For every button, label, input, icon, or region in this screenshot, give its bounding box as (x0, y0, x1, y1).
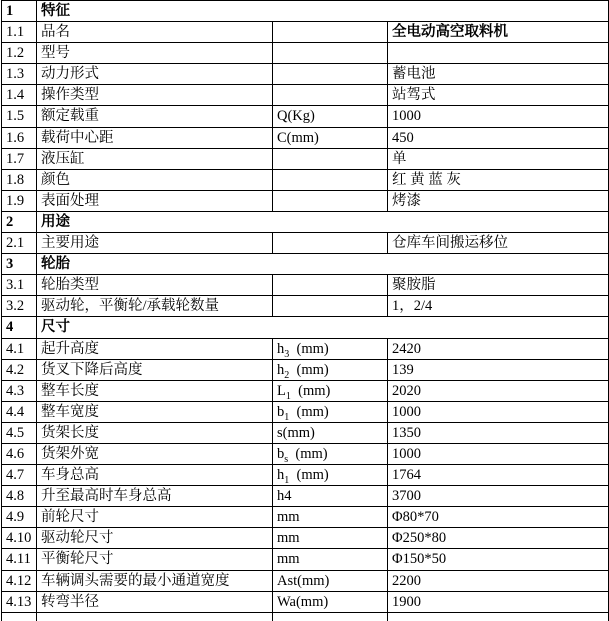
spec-symbol-cell (273, 85, 388, 106)
spec-symbol-cell: $L_1$ (mm) (273, 380, 388, 401)
spec-value-cell: 3700 (388, 486, 609, 507)
spec-symbol-cell: Wa(mm) (273, 591, 388, 612)
row-number-cell: 4.11 (2, 549, 37, 570)
spec-value-cell: Φ80*70 (388, 507, 609, 528)
spec-symbol-cell (273, 612, 388, 621)
row-number-cell: 2 (2, 211, 37, 232)
table-row (2, 190, 609, 211)
spec-symbol-cell (273, 296, 388, 317)
table-row (2, 106, 609, 127)
row-number-cell: 4.1 (2, 338, 37, 359)
spec-name-cell: 操作类型 (37, 85, 273, 106)
spec-symbol-cell (273, 169, 388, 190)
spec-name-cell: 特征 (37, 1, 609, 22)
table-row (2, 338, 609, 359)
spec-value-cell: 1000 (388, 443, 609, 464)
spec-symbol-cell: $b_s$ (mm) (273, 443, 388, 464)
row-number-cell (2, 612, 37, 621)
table-row (2, 422, 609, 443)
spec-value-cell: 2020 (388, 380, 609, 401)
specification-table (1, 0, 609, 621)
spec-name-cell: 车辆调头需要的最小通道宽度 (37, 570, 273, 591)
spec-name-cell: 货叉下降后高度 (37, 359, 273, 380)
spec-value-cell: 2420 (388, 338, 609, 359)
table-row (2, 591, 609, 612)
row-number-cell: 4.5 (2, 422, 37, 443)
table-row (2, 148, 609, 169)
row-number-cell: 1.9 (2, 190, 37, 211)
table-row (2, 43, 609, 64)
spec-name-cell: 平衡轮尺寸 (37, 549, 273, 570)
table-row (2, 570, 609, 591)
spec-name-cell: 载荷中心距 (37, 127, 273, 148)
spec-name-cell: 车身总高 (37, 465, 273, 486)
table-row (2, 549, 609, 570)
spec-symbol-cell: Ast(mm) (273, 570, 388, 591)
spec-symbol-cell: mm (273, 528, 388, 549)
table-row (2, 486, 609, 507)
row-number-cell: 4 (2, 317, 37, 338)
spec-symbol-cell (273, 43, 388, 64)
spec-name-cell: 额定载重 (37, 106, 273, 127)
row-number-cell: 1.7 (2, 148, 37, 169)
spec-symbol-cell (273, 64, 388, 85)
spec-symbol-cell: $h_3$ (mm) (273, 338, 388, 359)
row-number-cell: 1.1 (2, 22, 37, 43)
row-number-cell: 4.13 (2, 591, 37, 612)
spec-value-cell: 1000 (388, 401, 609, 422)
spec-name-cell: 颜色 (37, 169, 273, 190)
table-row (2, 22, 609, 43)
spec-name-cell: 前轮尺寸 (37, 507, 273, 528)
spec-symbol-cell: $h_2$ (mm) (273, 359, 388, 380)
row-number-cell: 4.6 (2, 443, 37, 464)
spec-name-cell: 表面处理 (37, 190, 273, 211)
spec-name-cell: 货架长度 (37, 422, 273, 443)
spec-name-cell: 轮胎 (37, 254, 609, 275)
spec-name-cell: 驱动轮，平衡轮/承载轮数量 (37, 296, 273, 317)
row-number-cell: 1 (2, 1, 37, 22)
spec-name-cell: 动力形式 (37, 64, 273, 85)
table-row (2, 401, 609, 422)
spec-name-cell (37, 612, 273, 621)
row-number-cell: 1.4 (2, 85, 37, 106)
row-number-cell: 3 (2, 254, 37, 275)
row-number-cell: 4.10 (2, 528, 37, 549)
row-number-cell: 4.12 (2, 570, 37, 591)
section-header-row (2, 1, 609, 22)
spec-name-cell: 液压缸 (37, 148, 273, 169)
row-number-cell: 1.2 (2, 43, 37, 64)
spec-value-cell: 聚胺脂 (388, 275, 609, 296)
spec-value-cell: 1，2/4 (388, 296, 609, 317)
spec-value-cell: 仓库车间搬运移位 (388, 233, 609, 254)
table-row (2, 465, 609, 486)
specification-table-body (2, 1, 609, 613)
spec-name-cell: 品名 (37, 22, 273, 43)
spec-value-cell: 单 (388, 148, 609, 169)
spec-value-cell: 1764 (388, 465, 609, 486)
table-row (2, 64, 609, 85)
spec-name-cell: 驱动轮尺寸 (37, 528, 273, 549)
spec-name-cell: 整车宽度 (37, 401, 273, 422)
spec-value-cell: 烤漆 (388, 190, 609, 211)
spec-name-cell: 尺寸 (37, 317, 609, 338)
table-row (2, 296, 609, 317)
spec-symbol-cell (273, 233, 388, 254)
spec-name-cell: 起升高度 (37, 338, 273, 359)
spec-value-cell: 红 黄 蓝 灰 (388, 169, 609, 190)
spec-symbol-cell: $h_1$ (mm) (273, 465, 388, 486)
row-number-cell: 3.2 (2, 296, 37, 317)
row-number-cell: 4.8 (2, 486, 37, 507)
row-number-cell: 1.6 (2, 127, 37, 148)
spec-name-cell: 升至最高时车身总高 (37, 486, 273, 507)
spec-symbol-cell (273, 190, 388, 211)
section-header-row (2, 317, 609, 338)
spec-value-cell (388, 612, 609, 621)
spec-symbol-cell: mm (273, 549, 388, 570)
spec-value-cell: Φ250*80 (388, 528, 609, 549)
spec-name-cell: 型号 (37, 43, 273, 64)
row-number-cell: 1.8 (2, 169, 37, 190)
row-number-cell: 4.3 (2, 380, 37, 401)
section-header-row (2, 254, 609, 275)
row-number-cell: 4.7 (2, 465, 37, 486)
table-row (2, 507, 609, 528)
spec-value-cell (388, 43, 609, 64)
row-number-cell: 3.1 (2, 275, 37, 296)
section-header-row (2, 211, 609, 232)
row-number-cell: 4.2 (2, 359, 37, 380)
spec-value-cell: Φ150*50 (388, 549, 609, 570)
spec-name-cell: 轮胎类型 (37, 275, 273, 296)
clipped-partial-row-container (2, 612, 609, 621)
spec-value-cell: 450 (388, 127, 609, 148)
spec-symbol-cell: $b_1$ (mm) (273, 401, 388, 422)
spec-symbol-cell: h4 (273, 486, 388, 507)
table-row (2, 443, 609, 464)
row-number-cell: 1.5 (2, 106, 37, 127)
row-number-cell: 1.3 (2, 64, 37, 85)
spec-value-cell: 1000 (388, 106, 609, 127)
spec-name-cell: 转弯半径 (37, 591, 273, 612)
table-row (2, 528, 609, 549)
table-row (2, 275, 609, 296)
spec-value-cell: 站驾式 (388, 85, 609, 106)
spec-value-cell: 139 (388, 359, 609, 380)
spec-symbol-cell (273, 148, 388, 169)
spec-name-cell: 货架外宽 (37, 443, 273, 464)
row-number-cell: 4.4 (2, 401, 37, 422)
spec-symbol-cell (273, 275, 388, 296)
clipped-partial-row (2, 612, 609, 621)
spec-name-cell: 整车长度 (37, 380, 273, 401)
spec-name-cell: 主要用途 (37, 233, 273, 254)
row-number-cell: 4.9 (2, 507, 37, 528)
row-number-cell: 2.1 (2, 233, 37, 254)
spec-name-cell: 用途 (37, 211, 609, 232)
table-row (2, 169, 609, 190)
spec-value-cell: 蓄电池 (388, 64, 609, 85)
spec-symbol-cell (273, 22, 388, 43)
spec-value-cell: 1900 (388, 591, 609, 612)
spec-symbol-cell: Q(Kg) (273, 106, 388, 127)
table-row (2, 127, 609, 148)
table-row (2, 380, 609, 401)
spec-value-cell: 全电动高空取料机 (388, 22, 609, 43)
table-row (2, 233, 609, 254)
table-row (2, 85, 609, 106)
table-row (2, 359, 609, 380)
spec-symbol-cell: s(mm) (273, 422, 388, 443)
spec-symbol-cell: C(mm) (273, 127, 388, 148)
spec-value-cell: 1350 (388, 422, 609, 443)
spec-symbol-cell: mm (273, 507, 388, 528)
spec-value-cell: 2200 (388, 570, 609, 591)
